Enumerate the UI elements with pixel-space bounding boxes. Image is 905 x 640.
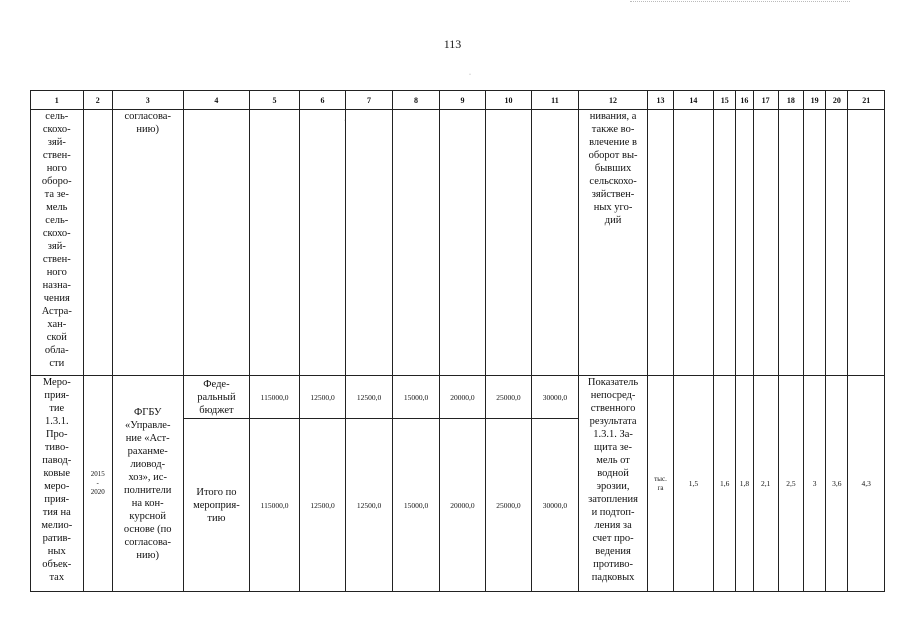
cell-unit: тыс. га bbox=[648, 376, 673, 592]
cell-amount: 115000,0 bbox=[250, 419, 300, 592]
col-header: 21 bbox=[848, 91, 885, 110]
cell-empty bbox=[440, 110, 485, 376]
col-header: 16 bbox=[736, 91, 753, 110]
program-table bbox=[30, 90, 885, 592]
cell-empty bbox=[826, 110, 848, 376]
col-header: 3 bbox=[112, 91, 183, 110]
col-header: 6 bbox=[299, 91, 345, 110]
cell-executor: ФГБУ «Управле- ние «Аст- раханме- лиовод- хоз», ис- полнители на кон- курсной основе (по согласова- нию) bbox=[112, 376, 183, 592]
cell-empty bbox=[736, 110, 753, 376]
col-header: 11 bbox=[532, 91, 578, 110]
cell-amount: 115000,0 bbox=[250, 376, 300, 419]
table-row-continuation bbox=[31, 110, 885, 376]
col-header: 7 bbox=[346, 91, 392, 110]
col-header: 5 bbox=[250, 91, 300, 110]
cell-empty bbox=[673, 110, 713, 376]
col-header: 13 bbox=[648, 91, 673, 110]
cell-amount: 30000,0 bbox=[532, 419, 578, 592]
cell-source-total: Итого по мероприя- тию bbox=[183, 419, 250, 592]
scan-artifact-line bbox=[630, 0, 850, 2]
table-row-federal bbox=[31, 376, 885, 419]
cell-indicator-value: 3,6 bbox=[826, 376, 848, 592]
cell-amount: 15000,0 bbox=[392, 376, 440, 419]
cell-empty bbox=[250, 110, 300, 376]
cell-empty bbox=[183, 110, 250, 376]
cell-amount: 12500,0 bbox=[299, 376, 345, 419]
col-header: 1 bbox=[31, 91, 84, 110]
cell-empty bbox=[753, 110, 778, 376]
cell-empty bbox=[778, 110, 803, 376]
scan-speck: · bbox=[344, 118, 346, 124]
cell-empty bbox=[299, 110, 345, 376]
cell-period: 2015 - 2020 bbox=[83, 376, 112, 592]
cell-amount: 12500,0 bbox=[346, 419, 392, 592]
cell-indicator-value: 3 bbox=[804, 376, 826, 592]
scan-speck: · bbox=[469, 72, 471, 78]
col-header: 20 bbox=[826, 91, 848, 110]
cell-empty bbox=[848, 110, 885, 376]
cell-indicator-value: 1,5 bbox=[673, 376, 713, 592]
cell-amount: 25000,0 bbox=[485, 419, 531, 592]
header-row bbox=[31, 91, 885, 110]
cell-indicator-value: 1,8 bbox=[736, 376, 753, 592]
cell-executor-text: согласова- нию) bbox=[112, 110, 183, 376]
cell-goal-text: сель- скохо- зяй- ствен- ного оборо- та зе- мель сель- скохо- зяй- ствен- ного назна- чения Астра- хан- ской обла- сти bbox=[31, 110, 84, 376]
cell-indicator-text: нивания, а также во- влечение в оборот вы- бывших сельскохо- зяйствен- ных уго- дий bbox=[578, 110, 648, 376]
col-header: 18 bbox=[778, 91, 803, 110]
cell-amount: 12500,0 bbox=[346, 376, 392, 419]
col-header: 10 bbox=[485, 91, 531, 110]
col-header: 8 bbox=[392, 91, 440, 110]
col-header: 9 bbox=[440, 91, 485, 110]
cell-empty bbox=[714, 110, 736, 376]
cell-event-name: Меро- прия- тие 1.3.1. Про- тиво- павод- ковые меро- прия- тия на мелио- ратив- ных объек- тах bbox=[31, 376, 84, 592]
cell-source-federal: Феде- ральный бюджет bbox=[183, 376, 250, 419]
cell-amount: 15000,0 bbox=[392, 419, 440, 592]
cell-amount: 20000,0 bbox=[440, 419, 485, 592]
cell-empty bbox=[804, 110, 826, 376]
cell-empty bbox=[532, 110, 578, 376]
col-header: 19 bbox=[804, 91, 826, 110]
cell-empty bbox=[485, 110, 531, 376]
col-header: 12 bbox=[578, 91, 648, 110]
cell-amount: 30000,0 bbox=[532, 376, 578, 419]
cell-amount: 12500,0 bbox=[299, 419, 345, 592]
col-header: 15 bbox=[714, 91, 736, 110]
col-header: 4 bbox=[183, 91, 250, 110]
cell-indicator-value: 4,3 bbox=[848, 376, 885, 592]
cell-empty bbox=[83, 110, 112, 376]
cell-empty bbox=[346, 110, 392, 376]
cell-result-indicator: Показатель непосред- ственного результата 1.3.1. За- щита зе- мель от водной эрозии, затопления и подтоп- ления за счет про- ведения противо- падковых bbox=[578, 376, 648, 592]
col-header: 14 bbox=[673, 91, 713, 110]
cell-empty bbox=[392, 110, 440, 376]
cell-empty bbox=[648, 110, 673, 376]
cell-amount: 25000,0 bbox=[485, 376, 531, 419]
col-header: 17 bbox=[753, 91, 778, 110]
cell-indicator-value: 1,6 bbox=[714, 376, 736, 592]
cell-amount: 20000,0 bbox=[440, 376, 485, 419]
cell-indicator-value: 2,5 bbox=[778, 376, 803, 592]
col-header: 2 bbox=[83, 91, 112, 110]
page-number: 113 bbox=[443, 37, 462, 51]
cell-indicator-value: 2,1 bbox=[753, 376, 778, 592]
